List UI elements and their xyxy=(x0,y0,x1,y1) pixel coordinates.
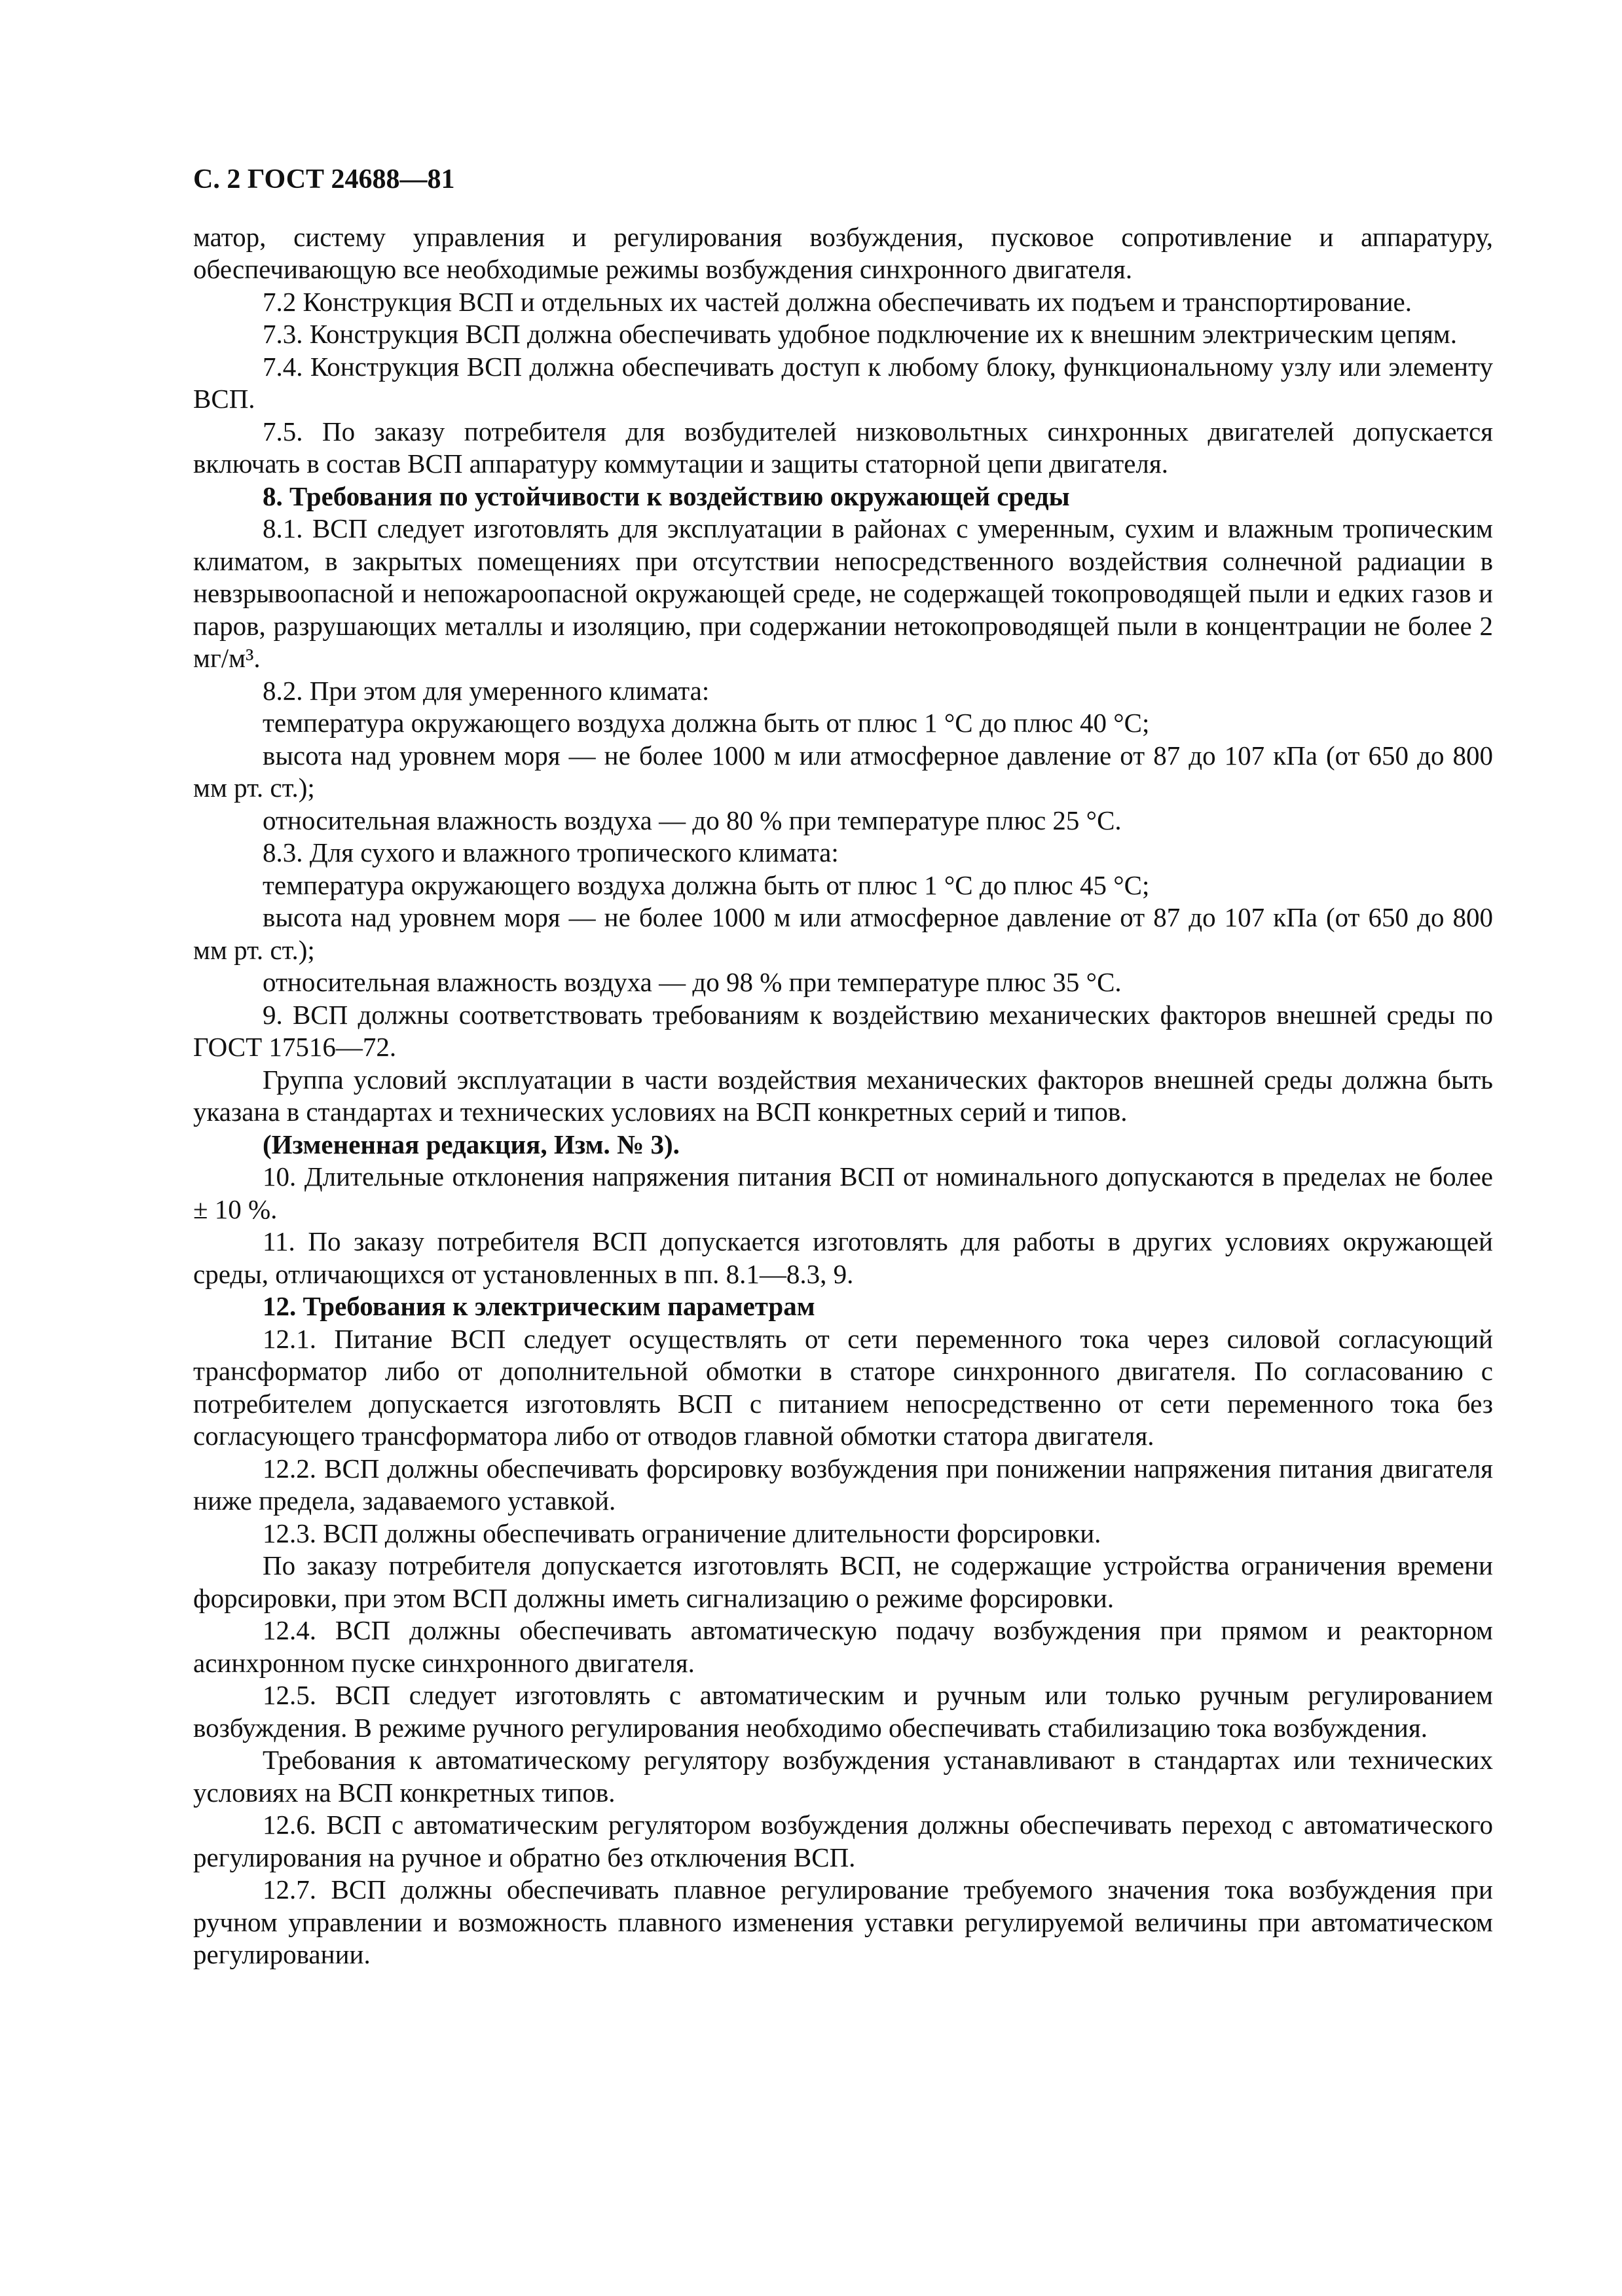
paragraph-7-2: 7.2 Конструкция ВСП и отдельных их частей должна обеспечивать их подъем и транспортирование. xyxy=(263,286,1412,317)
document-body xyxy=(193,221,1493,1971)
paragraph-9-group: Группа условий эксплуатации в части воздействия механических факторов внешней среды должна быть указана в стандартах и технических условиях на ВСП конкретных серий и типов. xyxy=(193,1064,1493,1127)
paragraph-1: матор, систему управления и регулирования возбуждения, пусковое сопротивление и аппаратуру, обеспечивающую все необходимые режимы возбуждения синхронного двигателя. xyxy=(193,221,1493,284)
paragraph-12-2: 12.2. ВСП должны обеспечивать форсировку возбуждения при понижении напряжения питания двигателя ниже предела, задаваемого уставкой. xyxy=(193,1453,1493,1516)
paragraph-8-2-temperature: температура окружающего воздуха должна быть от плюс 1 °С до плюс 40 °С; xyxy=(263,708,1150,738)
paragraph-8-3-temperature: температура окружающего воздуха должна быть от плюс 1 °С до плюс 45 °С; xyxy=(263,869,1150,900)
paragraph-7-3: 7.3. Конструкция ВСП должна обеспечивать удобное подключение их к внешним электрическим цепям. xyxy=(263,319,1457,349)
page-header: С. 2 ГОСТ 24688—81 xyxy=(193,164,455,194)
paragraph-8-2: 8.2. При этом для умеренного климата: xyxy=(263,675,710,706)
paragraph-11: 11. По заказу потребителя ВСП допускается изготовлять для работы в других условиях окружающей среды, отличающихся от установленных в пп. 8.1—8.3, 9. xyxy=(193,1226,1493,1289)
paragraph-8-2-altitude: высота над уровнем моря — не более 1000 м или атмосферное давление от 87 до 107 кПа (от 650 до 800 мм рт. ст.); xyxy=(193,740,1493,803)
section-heading-12: 12. Требования к электрическим параметрам xyxy=(263,1291,815,1321)
paragraph-12-3: 12.3. ВСП должны обеспечивать ограничение длительности форсировки. xyxy=(263,1518,1101,1548)
paragraph-12-6: 12.6. ВСП с автоматическим регулятором возбуждения должны обеспечивать переход с автоматического регулирования на ручное и обратно без отключения ВСП. xyxy=(193,1810,1493,1872)
paragraph-8-3-altitude: высота над уровнем моря — не более 1000 м или атмосферное давление от 87 до 107 кПа (от 650 до 800 мм рт. ст.); xyxy=(193,902,1493,965)
paragraph-9: 9. ВСП должны соответствовать требованиям к воздействию механических факторов внешней среды по ГОСТ 17516—72. xyxy=(193,999,1493,1062)
paragraph-12-5-regulator: Требования к автоматическому регулятору возбуждения устанавливают в стандартах или технических условиях на ВСП конкретных типов. xyxy=(193,1745,1493,1808)
paragraph-7-5: 7.5. По заказу потребителя для возбудителей низковольтных синхронных двигателей допускается включать в состав ВСП аппаратуру коммутации и защиты статорной цепи двигателя. xyxy=(193,416,1493,479)
section-heading-8: 8. Требования по устойчивости к воздействию окружающей среды xyxy=(263,481,1070,511)
paragraph-8-2-humidity: относительная влажность воздуха — до 80 % при температуре плюс 25 °С. xyxy=(263,805,1122,835)
paragraph-12-5: 12.5. ВСП следует изготовлять с автоматическим и ручным или только ручным регулированием возбуждения. В режиме ручного регулирования необходимо обеспечивать стабилизацию тока возбуждения. xyxy=(193,1680,1493,1743)
paragraph-12-3-note: По заказу потребителя допускается изготовлять ВСП, не содержащие устройства ограничения времени форсировки, при этом ВСП должны иметь сигнализацию о режиме форсировки. xyxy=(193,1550,1493,1613)
paragraph-12-1: 12.1. Питание ВСП следует осуществлять от сети переменного тока через силовой согласующий трансформатор либо от дополнительной обмотки в статоре синхронного двигателя. По согласованию с потребителем допускается изготовлять ВСП с питанием непосредственно от сети переменного тока без согласующего трансформатора либо от отводов главной обмотки статора двигателя. xyxy=(193,1323,1493,1451)
paragraph-12-4: 12.4. ВСП должны обеспечивать автоматическую подачу возбуждения при прямом и реакторном асинхронном пуске синхронного двигателя. xyxy=(193,1615,1493,1678)
paragraph-10: 10. Длительные отклонения напряжения питания ВСП от номинального допускаются в пределах не более ± 10 %. xyxy=(193,1161,1493,1224)
paragraph-12-7: 12.7. ВСП должны обеспечивать плавное регулирование требуемого значения тока возбуждения при ручном управлении и возможность плавного изменения уставки регулируемой величины при автоматическом регулировании. xyxy=(193,1874,1493,1969)
paragraph-8-3: 8.3. Для сухого и влажного тропического климата: xyxy=(263,837,839,867)
amendment-note: (Измененная редакция, Изм. № 3). xyxy=(263,1129,680,1159)
paragraph-7-4: 7.4. Конструкция ВСП должна обеспечивать доступ к любому блоку, функциональному узлу или элементу ВСП. xyxy=(193,351,1493,414)
document-page xyxy=(193,164,1493,1971)
paragraph-8-1: 8.1. ВСП следует изготовлять для эксплуатации в районах с умеренным, сухим и влажным тропическим климатом, в закрытых помещениях при отсутствии непосредственного воздействия солнечной радиации в невзрывоопасной и непожароопасной окружающей среде, не содержащей токопроводящей пыли и едких газов и паров, разрушающих металлы и изоляцию, при содержании нетокопроводящей пыли в концентрации не более 2 мг/м³. xyxy=(193,513,1493,673)
paragraph-8-3-humidity: относительная влажность воздуха — до 98 % при температуре плюс 35 °С. xyxy=(263,967,1122,997)
